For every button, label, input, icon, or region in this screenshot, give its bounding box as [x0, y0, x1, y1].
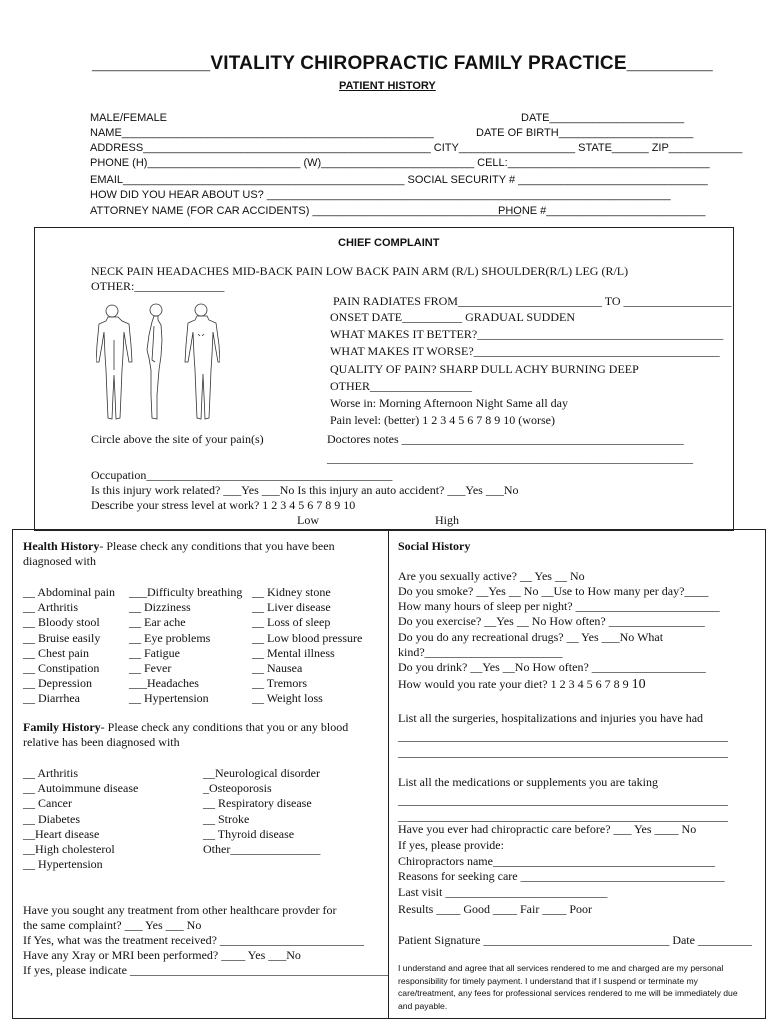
pain-level-scale[interactable]: Pain level: (better) 1 2 3 4 5 6 7 8 9 10 (worse): [330, 413, 555, 427]
signature-field[interactable]: Patient Signature _______________________________ Date _________: [398, 933, 752, 947]
health-condition-item[interactable]: __ Hypertension: [129, 691, 209, 706]
attorney-field[interactable]: ATTORNEY NAME (FOR CAR ACCIDENTS) __________________________________: [90, 205, 521, 217]
health-condition-item[interactable]: __ Fatigue: [129, 645, 180, 660]
chiro-name-field[interactable]: Chiropractors name_____________________________________: [398, 854, 715, 868]
dob-field[interactable]: DATE OF BIRTH______________________: [476, 127, 694, 139]
medications-line-2[interactable]: _______________________________________________________: [398, 809, 728, 823]
health-condition-item[interactable]: __ Depression: [23, 676, 92, 691]
reasons-field[interactable]: Reasons for seeking care __________________________________: [398, 869, 725, 883]
family-condition-item[interactable]: __ Respiratory disease: [203, 796, 312, 811]
health-history-heading: [23, 539, 383, 569]
onset-field[interactable]: ONSET DATE__________ GRADUAL SUDDEN: [330, 310, 575, 324]
phone-field[interactable]: PHONE (H)_________________________ (W)_________________________ CELL:_________________________________: [90, 157, 710, 169]
sex-field[interactable]: MALE/FEMALE: [90, 112, 168, 124]
worse-field[interactable]: WHAT MAKES IT WORSE?_________________________________________: [330, 344, 720, 358]
form-title: ___________VITALITY CHIROPRACTIC FAMILY PRACTICE________: [92, 53, 713, 74]
radiates-field[interactable]: PAIN RADIATES FROM________________________ TO __________________: [333, 294, 732, 308]
health-condition-item[interactable]: __ Abdominal pain: [23, 585, 115, 599]
health-condition-item[interactable]: ___Difficulty breathing: [129, 585, 243, 599]
pain-areas[interactable]: NECK PAIN HEADACHES MID-BACK PAIN LOW BACK PAIN ARM (R/L) SHOULDER(R/L) LEG (R/L): [91, 264, 629, 278]
pain-quality-field[interactable]: QUALITY OF PAIN? SHARP DULL ACHY BURNING DEEP: [330, 362, 639, 376]
diet-rating-values: How would you rate your diet? 1 2 3 4 5 6 7 8 9: [398, 677, 629, 691]
circle-pain-instruction: Circle above the site of your pain(s): [91, 432, 264, 446]
other-quality-field[interactable]: OTHER_________________: [330, 379, 472, 393]
drugs-kind-field[interactable]: kind?_______________________: [398, 645, 563, 659]
health-condition-item[interactable]: __ Nausea: [252, 661, 303, 676]
health-condition-item[interactable]: __ Bruise easily: [23, 630, 101, 645]
family-condition-item[interactable]: Other_______________: [203, 842, 321, 857]
health-conditions-col2: [129, 585, 242, 707]
health-condition-item[interactable]: ___Headaches: [129, 676, 199, 691]
health-condition-item[interactable]: __ Arthritis: [23, 600, 79, 615]
health-condition-item[interactable]: __ Liver disease: [252, 600, 331, 615]
health-condition-item[interactable]: __ Loss of sleep: [252, 615, 331, 630]
diet-rating-max: 10: [631, 677, 646, 692]
health-conditions-col1: [23, 585, 115, 707]
address-field[interactable]: ADDRESS_______________________________________________ CITY___________________ STATE______ ZIP____________: [90, 142, 743, 154]
doctors-notes-field[interactable]: Doctores notes _______________________________________________: [327, 432, 684, 446]
better-field[interactable]: WHAT MAKES IT BETTER?_________________________________________: [330, 327, 724, 341]
family-conditions-col1: [23, 766, 138, 872]
medications-question: List all the medications or supplements you are taking: [398, 775, 658, 789]
name-field[interactable]: NAME___________________________________________________: [90, 127, 434, 139]
family-condition-item[interactable]: __ Stroke: [203, 811, 250, 826]
health-condition-item[interactable]: __ Weight loss: [252, 691, 323, 706]
health-condition-item[interactable]: __ Kidney stone: [252, 585, 331, 599]
family-condition-item[interactable]: __ Diabetes: [23, 811, 80, 826]
date-field[interactable]: DATE______________________: [521, 112, 685, 124]
stress-level-scale[interactable]: Describe your stress level at work? 1 2 3 4 5 6 7 8 9 10: [91, 498, 356, 512]
body-side-figure: [147, 304, 162, 419]
social-history-heading: Social History: [398, 539, 471, 553]
family-conditions-col2: [203, 766, 320, 857]
other-complaint-field[interactable]: OTHER:_______________: [91, 279, 225, 293]
family-condition-item[interactable]: __ Cancer: [23, 796, 72, 811]
family-condition-item[interactable]: __Neurological disorder: [203, 766, 320, 780]
last-visit-field[interactable]: Last visit ___________________________: [398, 885, 608, 899]
drink-question[interactable]: Do you drink? __Yes __No How often? ___________________: [398, 660, 706, 674]
occupation-field[interactable]: Occupation_________________________________________: [91, 468, 393, 482]
health-conditions-col3: [252, 585, 362, 707]
injury-questions[interactable]: Is this injury work related? ___Yes ___No Is this injury an auto accident? ___Yes ___No: [91, 483, 519, 497]
surgeries-line-2[interactable]: _______________________________________________________: [398, 745, 728, 759]
family-condition-item[interactable]: __ Thyroid disease: [203, 826, 295, 841]
family-condition-item[interactable]: __High cholesterol: [23, 842, 115, 857]
surgeries-question: List all the surgeries, hospitalizations and injuries you have had: [398, 711, 704, 725]
family-history-title: Family History: [23, 720, 101, 734]
body-front-figure: [185, 304, 220, 419]
drugs-question[interactable]: Do you do any recreational drugs? __ Yes ___No What: [398, 630, 664, 644]
family-history-intro: - Please check any conditions that you or any blood relative has been diagnosed with: [23, 720, 349, 749]
stress-low-label: Low: [297, 513, 319, 527]
health-condition-item[interactable]: __ Mental illness: [252, 645, 335, 660]
attorney-phone-field[interactable]: PHONE #__________________________: [498, 205, 706, 217]
referral-field[interactable]: HOW DID YOU HEAR ABOUT US? __________________________________________________________________: [90, 189, 671, 201]
prior-treatment-question: Have you sought any treatment from other healthcare provder for: [23, 903, 337, 917]
health-condition-item[interactable]: __ Eye problems: [129, 630, 211, 645]
health-condition-item[interactable]: __ Low blood pressure: [252, 630, 363, 645]
imaging-question[interactable]: Have any Xray or MRI been performed? ____ Yes ___No: [23, 948, 301, 962]
health-condition-item[interactable]: __ Ear ache: [129, 615, 186, 630]
family-condition-item[interactable]: _Osteoporosis: [203, 781, 272, 796]
surgeries-line-1[interactable]: _______________________________________________________: [398, 729, 728, 743]
treatment-received-field[interactable]: If Yes, what was the treatment received? ________________________: [23, 933, 364, 947]
smoke-question[interactable]: Do you smoke? __Yes __ No __Use to How many per day?____: [398, 584, 709, 598]
chief-complaint-heading: CHIEF COMPLAINT: [338, 237, 440, 249]
family-history-heading: [23, 720, 383, 750]
medications-line-1[interactable]: _______________________________________________________: [398, 793, 728, 807]
email-field[interactable]: EMAIL______________________________________________ SOCIAL SECURITY # _______________________________: [90, 174, 708, 186]
health-condition-item[interactable]: __ Chest pain: [23, 645, 89, 660]
health-condition-item[interactable]: __ Dizziness: [129, 600, 191, 615]
doctors-notes-line[interactable]: _____________________________________________________________: [327, 451, 693, 465]
exercise-question[interactable]: Do you exercise? __Yes __ No How often? ________________: [398, 614, 705, 628]
chiro-before-question[interactable]: Have you ever had chiropractic care before? ___ Yes ____ No: [398, 822, 697, 836]
worse-in-field[interactable]: Worse in: Morning Afternoon Night Same all day: [330, 396, 568, 410]
family-condition-item[interactable]: __ Hypertension: [23, 857, 103, 872]
imaging-details-field[interactable]: If yes, please indicate ___________________________________________: [23, 963, 388, 977]
body-back-figure: [96, 305, 132, 419]
family-condition-item[interactable]: __ Autoimmune disease: [23, 781, 139, 796]
column-divider: [388, 529, 389, 1018]
sexually-active-question[interactable]: Are you sexually active? __ Yes __ No: [398, 569, 585, 583]
health-history-intro: - Please check any conditions that you have been diagnosed with: [23, 539, 335, 568]
family-condition-item[interactable]: __Heart disease: [23, 826, 100, 841]
health-condition-item[interactable]: __ Constipation: [23, 661, 100, 676]
sleep-question[interactable]: How many hours of sleep per night? ________________________: [398, 599, 720, 613]
family-condition-item[interactable]: __ Arthritis: [23, 766, 79, 780]
health-condition-item[interactable]: __ Bloody stool: [23, 615, 100, 630]
body-diagram[interactable]: [96, 300, 220, 424]
health-history-title: Health History: [23, 539, 100, 553]
health-condition-item[interactable]: __ Tremors: [252, 676, 308, 691]
stress-high-label: High: [435, 513, 459, 527]
health-condition-item[interactable]: __ Fever: [129, 661, 172, 676]
diet-rating-scale[interactable]: [398, 677, 646, 693]
results-field[interactable]: Results ____ Good ____ Fair ____ Poor: [398, 902, 593, 916]
chiro-provide-label: If yes, please provide:: [398, 838, 504, 852]
health-condition-item[interactable]: __ Diarrhea: [23, 691, 80, 706]
form-subtitle: PATIENT HISTORY: [339, 80, 436, 92]
consent-statement: I understand and agree that all services rendered to me and charged are my personal responsibility for timely payment. I understand that if I suspend or terminate my care/treatment, any fees for professional services rendered to me will be immediately due and payable.: [398, 963, 738, 1011]
prior-treatment-answer[interactable]: the same complaint? ___ Yes ___ No: [23, 918, 202, 932]
